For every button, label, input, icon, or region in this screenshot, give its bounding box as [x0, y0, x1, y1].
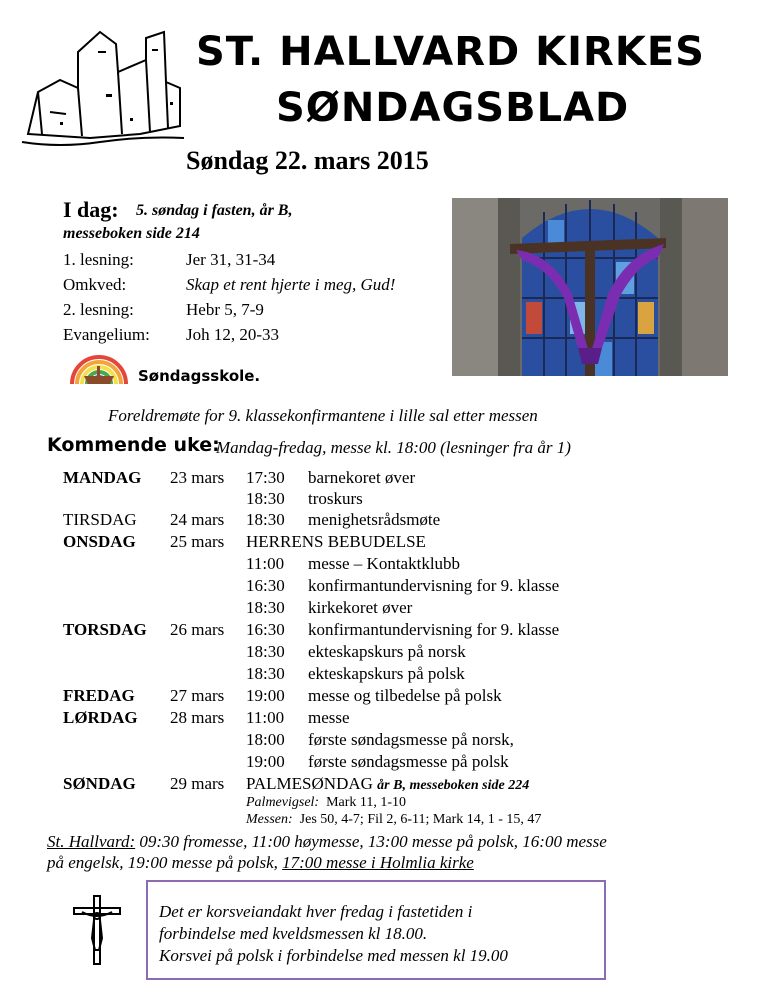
schedule-time: 18:00: [246, 730, 285, 749]
reading-label: 1. lesning:: [63, 250, 134, 269]
schedule-date: 24 mars: [170, 510, 225, 529]
schedule-time: 19:00: [246, 752, 285, 771]
palm-sunday-line: [246, 773, 529, 796]
newsletter-title: ST. HALLVARD KIRKES: [196, 29, 705, 75]
hallvard-label: St. Hallvard:: [47, 832, 136, 851]
schedule-date: 27 mars: [170, 686, 225, 705]
schedule-activity: første søndagsmesse på norsk,: [308, 730, 514, 749]
schedule-time: 18:30: [246, 489, 285, 508]
schedule-activity: kirkekoret øver: [308, 598, 413, 617]
schedule-time: 11:00: [246, 708, 285, 727]
holmlia-mass: 17:00 messe i Holmlia kirke: [282, 853, 474, 872]
hallvard-masses-text2: på engelsk, 19:00 messe på polsk,: [47, 853, 278, 872]
schedule-activity: messe – Kontaktklubb: [308, 554, 461, 573]
schedule-activity: menighetsrådsmøte: [308, 510, 441, 529]
crucifix-icon: [72, 894, 122, 966]
palm-mass-text: Jes 50, 4-7; Fil 2, 6-11; Mark 14, 1 - 15, 47: [299, 812, 542, 827]
parents-meeting-note: Foreldremøte for 9. klassekonfirmantene i lille sal etter messen: [108, 406, 538, 425]
schedule-date: 23 mars: [170, 468, 225, 487]
church-drawing: [20, 22, 188, 162]
schedule-day: LØRDAG: [63, 708, 138, 727]
hallvard-masses-line1: [47, 832, 607, 852]
coming-week-label: Kommende uke:: [47, 434, 220, 456]
reading-value: Skap et rent hjerte i meg, Gud!: [186, 275, 396, 294]
hallvard-masses-text: 09:30 fromesse, 11:00 høymesse, 13:00 messe på polsk, 16:00 messe: [139, 832, 607, 851]
schedule-feast: HERRENS BEBUDELSE: [246, 532, 426, 551]
schedule-activity: troskurs: [308, 489, 363, 508]
today-sunday: 5. søndag i fasten, år B,: [136, 202, 293, 219]
palm-mass-line: [246, 812, 541, 828]
schedule-time: 11:00: [246, 554, 285, 573]
palm-procession-label: Palmevigsel:: [246, 795, 320, 810]
palm-procession-line: [246, 795, 406, 811]
palm-procession-text: Mark 11, 1-10: [326, 795, 407, 810]
reading-label: Omkved:: [63, 275, 127, 294]
schedule-activity: ekteskapskurs på norsk: [308, 642, 466, 661]
reading-label: 2. lesning:: [63, 300, 134, 319]
schedule-time: 18:30: [246, 598, 285, 617]
schedule-time: 16:30: [246, 620, 285, 639]
schedule-day: TORSDAG: [63, 620, 147, 639]
schedule-date: 28 mars: [170, 708, 225, 727]
schedule-activity: ekteskapskurs på polsk: [308, 664, 465, 683]
schedule-day: SØNDAG: [63, 774, 136, 793]
reading-label: Evangelium:: [63, 325, 150, 344]
palm-sunday-name: PALMESØNDAG: [246, 774, 373, 793]
rainbow-icon: [66, 346, 132, 388]
coming-week-text: Mandag-fredag, messe kl. 18:00 (lesninger fra år 1): [216, 438, 571, 457]
palm-mass-label: Messen:: [246, 812, 293, 827]
schedule-time: 18:30: [246, 510, 285, 529]
schedule-activity: konfirmantundervisning for 9. klasse: [308, 576, 560, 595]
stations-notice-line3: Korsvei på polsk i forbindelse med messen kl 19.00: [159, 946, 508, 965]
schedule-time: 18:30: [246, 642, 285, 661]
schedule-date: 26 mars: [170, 620, 225, 639]
schedule-day: MANDAG: [63, 468, 142, 487]
palm-sunday-missal: år B, messeboken side 224: [377, 778, 530, 793]
schedule-activity: første søndagsmesse på polsk: [308, 752, 509, 771]
stations-notice-line1: Det er korsveiandakt hver fredag i fastetiden i: [159, 902, 473, 921]
schedule-time: 16:30: [246, 576, 285, 595]
schedule-time: 19:00: [246, 686, 285, 705]
schedule-time: 17:30: [246, 468, 285, 487]
sunday-school-label: Søndagsskole.: [138, 367, 261, 385]
schedule-day: ONSDAG: [63, 532, 136, 551]
schedule-activity: konfirmantundervisning for 9. klasse: [308, 620, 560, 639]
today-label: I dag:: [63, 197, 119, 222]
schedule-date: 29 mars: [170, 774, 225, 793]
schedule-activity: messe: [308, 708, 350, 727]
stations-notice-line2: forbindelse med kveldsmessen kl 18.00.: [159, 924, 428, 943]
reading-value: Jer 31, 31-34: [186, 250, 276, 269]
reading-value: Hebr 5, 7-9: [186, 300, 264, 319]
schedule-day: FREDAG: [63, 686, 135, 705]
today-missal-page: messeboken side 214: [63, 225, 200, 242]
schedule-time: 18:30: [246, 664, 285, 683]
newsletter-subtitle: SØNDAGSBLAD: [276, 85, 630, 131]
schedule-day: TIRSDAG: [63, 510, 137, 529]
lenten-cross-photo: [452, 198, 728, 376]
schedule-activity: messe og tilbedelse på polsk: [308, 686, 502, 705]
schedule-date: 25 mars: [170, 532, 225, 551]
issue-date: Søndag 22. mars 2015: [186, 146, 429, 175]
schedule-activity: barnekoret øver: [308, 468, 416, 487]
hallvard-masses-line2: [47, 853, 474, 873]
reading-value: Joh 12, 20-33: [186, 325, 280, 344]
